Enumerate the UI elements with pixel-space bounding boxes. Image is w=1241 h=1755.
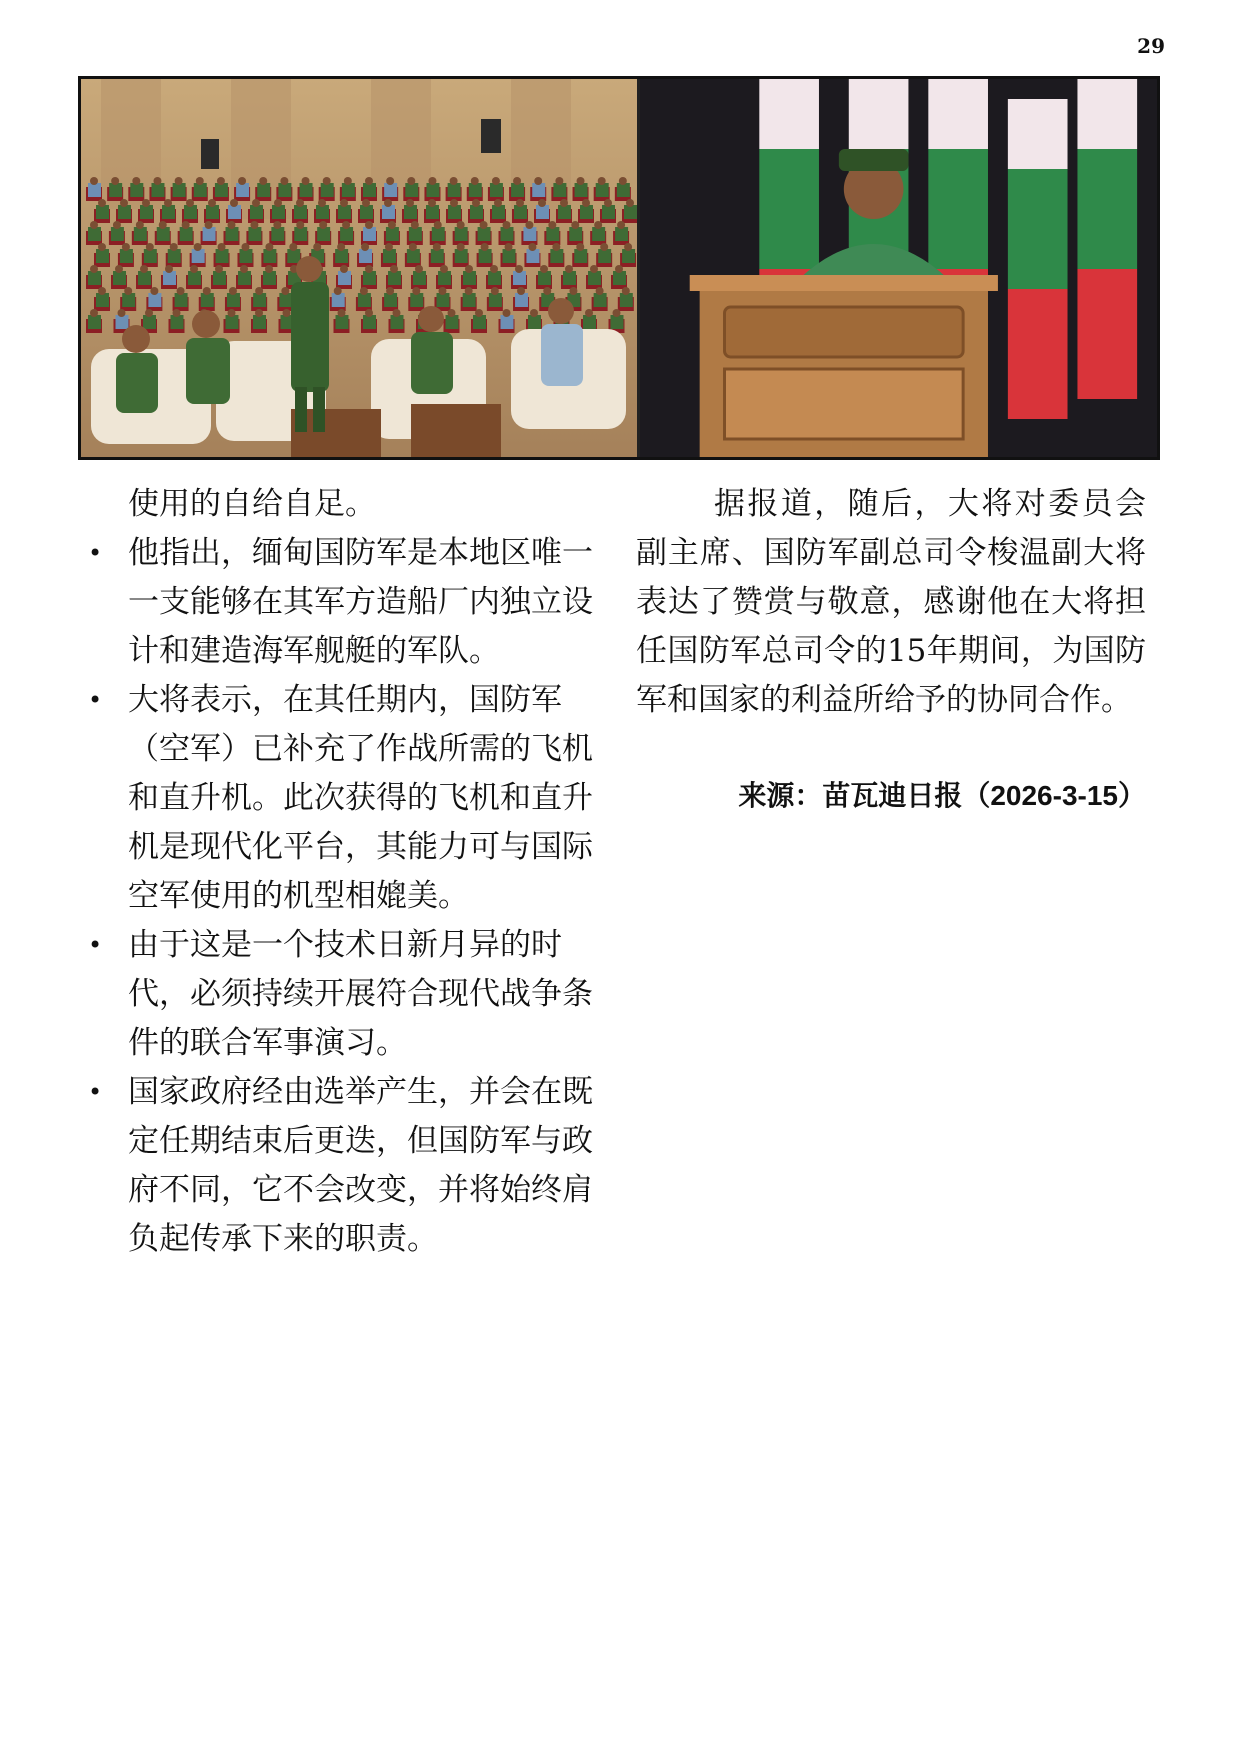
list-item: • 大将表示，在其任期内，国防军（空军）已补充了作战所需的飞机和直升机。此次获得的飞机和直升机是现代化平台，其能力可与国际空军使用的机型相媲美。: [88, 676, 594, 921]
page-number: 29: [1137, 34, 1165, 58]
report-paragraph: 据报道，随后，大将对委员会副主席、国防军副总司令梭温副大将表达了赞赏与敬意，感谢他在大将担任国防军总司令的15年期间，为国防军和国家的利益所给予的协同合作。: [636, 486, 1146, 718]
list-item: • 由于这是一个技术日新月异的时代，必须持续开展符合现代战争条件的联合军事演习。: [88, 921, 594, 1068]
list-item: • 国家政府经由选举产生，并会在既定任期结束后更迭，但国防军与政府不同，它不会改变，并将始终肩负起传承下来的职责。: [88, 1068, 594, 1264]
left-column: [88, 480, 594, 1264]
source-citation: 来源：苗瓦迪日报（2026-3-15）: [738, 780, 1146, 811]
bullet-list: [88, 529, 594, 1264]
speaker-photo: [640, 79, 1157, 457]
list-item: • 他指出，缅甸国防军是本地区唯一一支能够在其军方造船厂内独立设计和建造海军舰艇的军队。: [88, 529, 594, 676]
intro-text: 使用的自给自足。: [128, 486, 376, 522]
audience-photo: [81, 79, 640, 457]
photo-banner: [78, 76, 1160, 460]
right-column: [636, 480, 1146, 820]
